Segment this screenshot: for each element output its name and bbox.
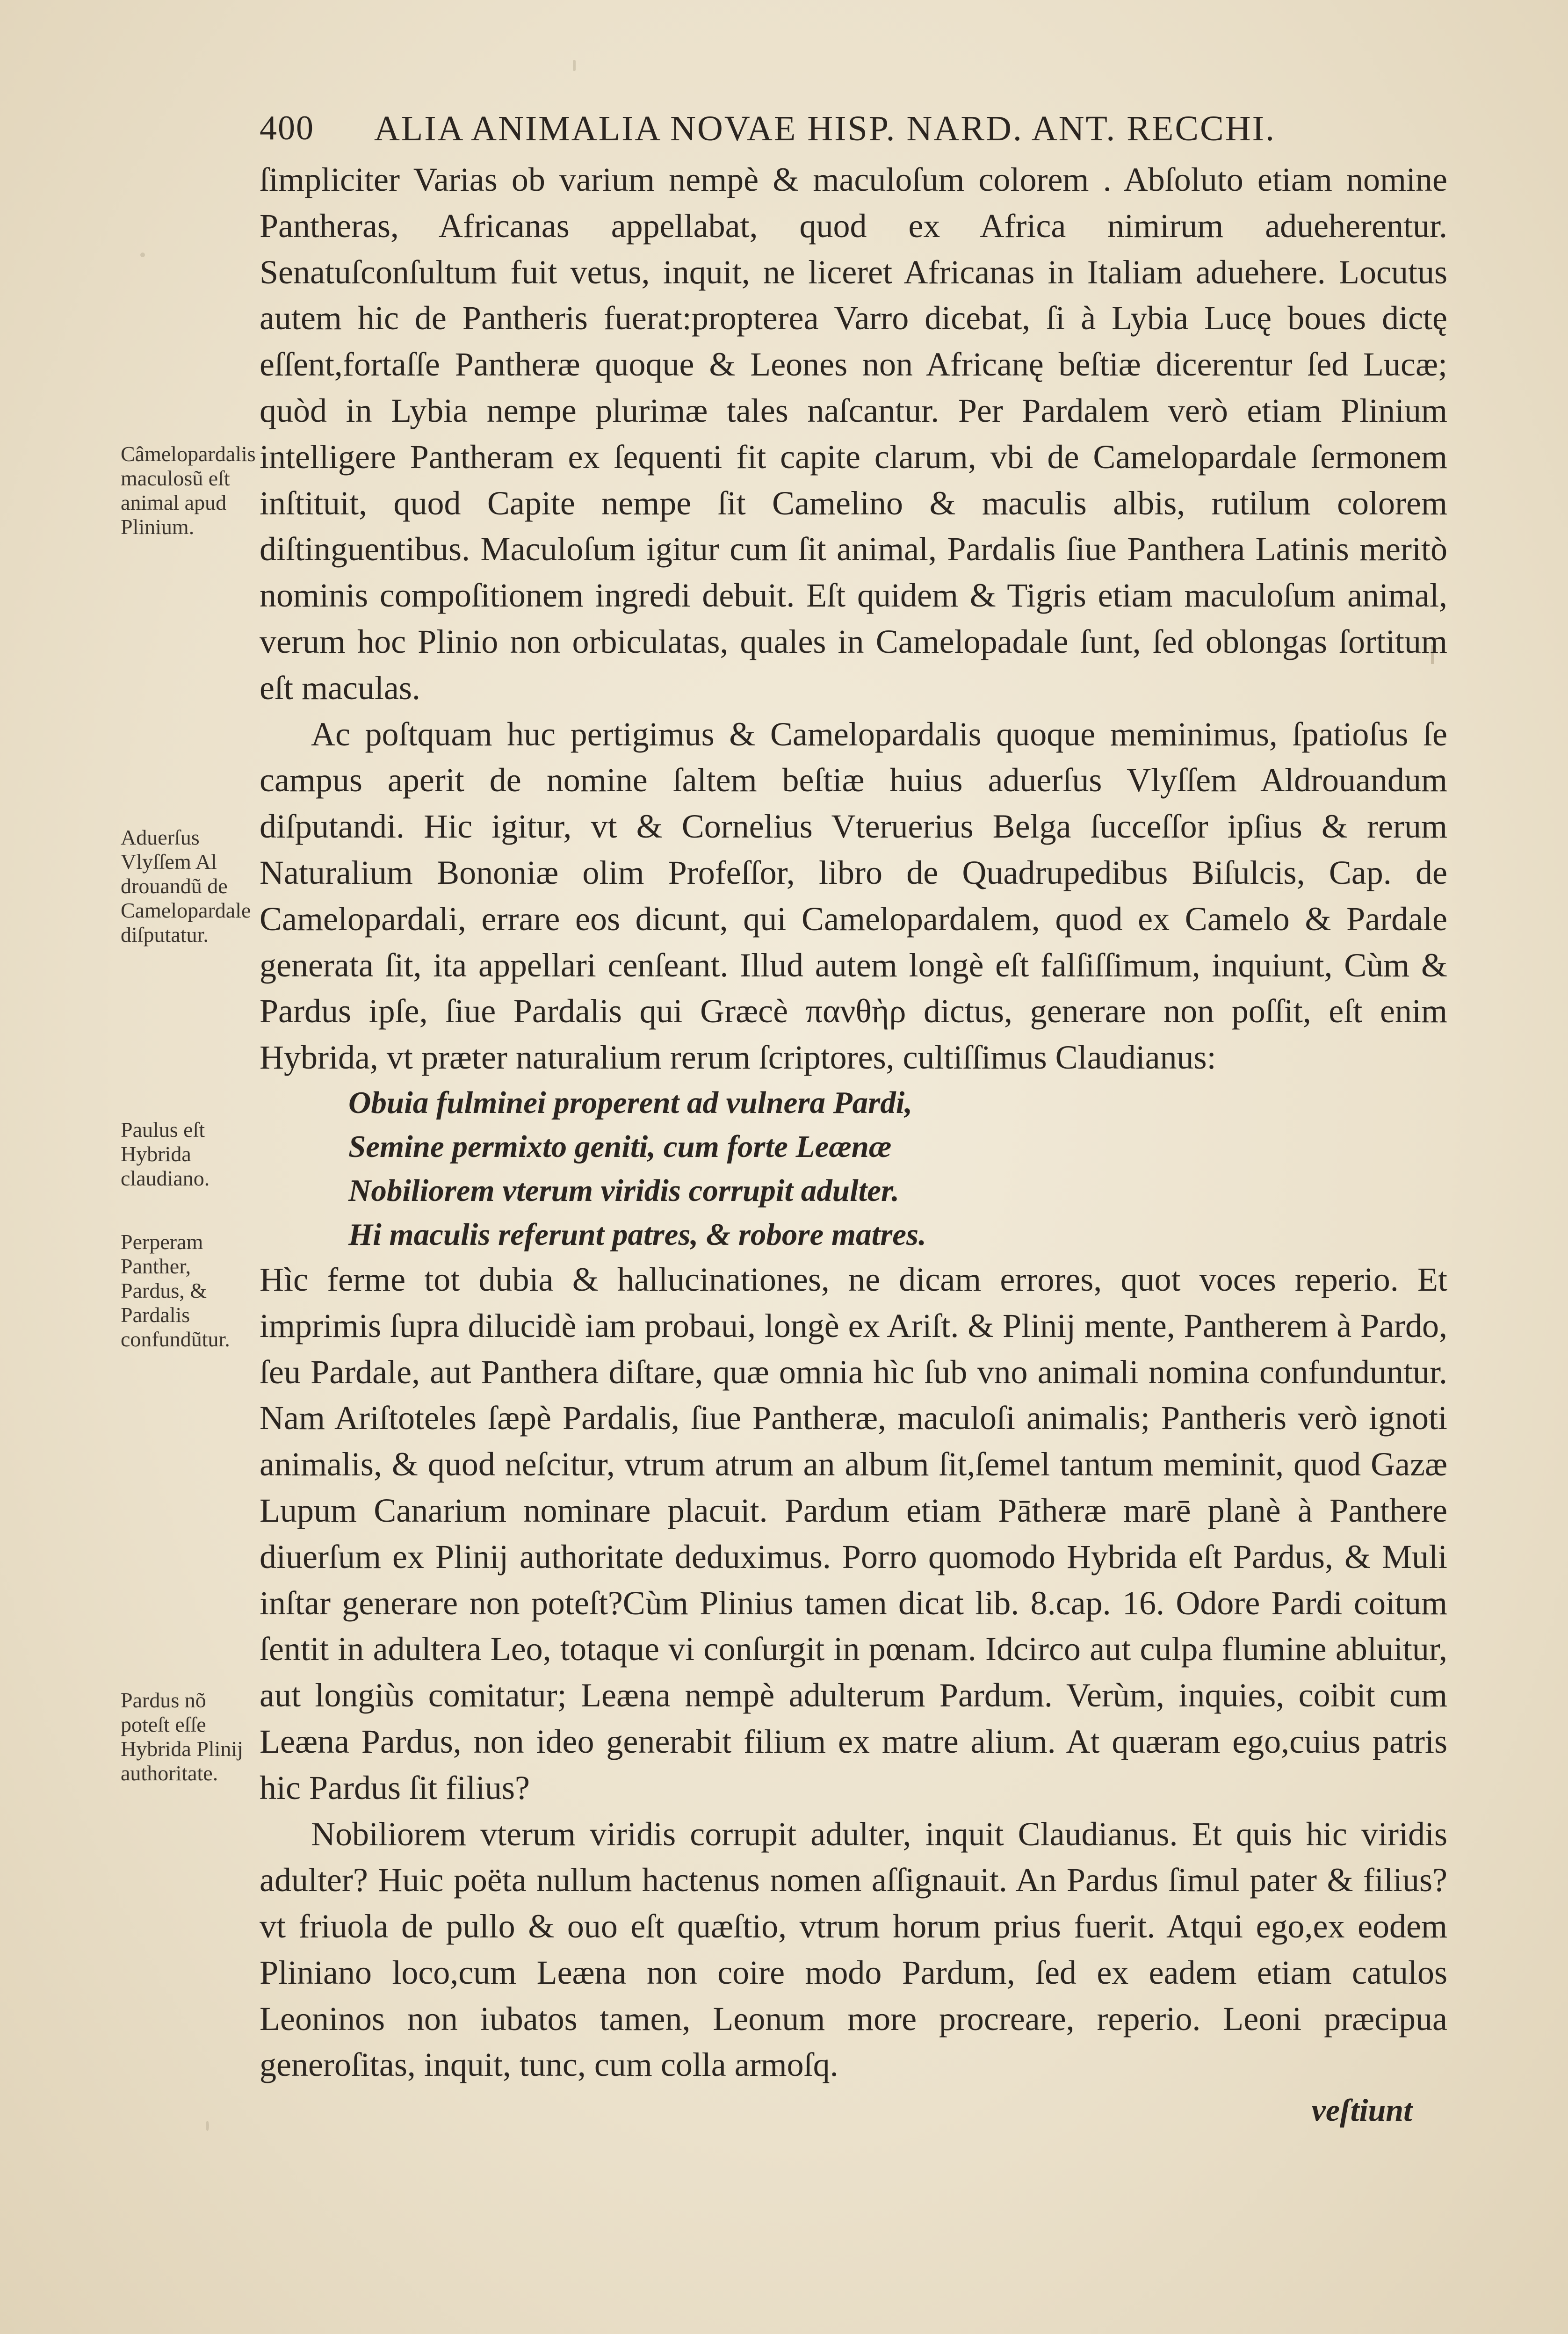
verse-line: Hi maculis referunt patres, & robore matres. [348, 1217, 926, 1252]
verse-line: Nobiliorem vterum viridis corrupit adulter. [348, 1173, 900, 1208]
margin-note-aldrovandus: Aduerſus Vlyſſem Al drouandũ de Camelopardale diſputatur. [121, 825, 251, 947]
verse-line: Semine permixto geniti, cum forte Leænæ [348, 1129, 892, 1164]
paragraph: Ac poſtquam huc pertigimus & Camelopardalis quoque meminimus, ſpatioſus ſe campus aperit de nomine ſaltem beſtiæ huius aduerſus Vlyſſem Aldrouandum diſputandi. Hic igitur, vt & Cornelius Vteruerius Belga ſucceſſor ipſius & rerum Naturalium Bononiæ olim Profeſſor, libro de Quadrupedibus Biſulcis, Cap. de Camelopardali, errare eos dicunt, qui Camelopardalem, quod ex Camelo & Pardale generata ſit, ita appellari cenſeant. Illud autem longè eſt falſiſſimum, inquiunt, Cùm & Pardus ipſe, ſiue Pardalis qui Græcè πανθὴρ dictus, generare non poſſit, eſt enim Hybrida, vt præter naturalium rerum ſcriptores, cultiſſimus Claudianus: [260, 715, 1447, 1077]
paper-speck [573, 60, 576, 71]
margin-note-hybrida: Paulus eſt Hybrida claudiano. [121, 1118, 210, 1190]
running-head: ALIA ANIMALIA NOVAE HISP. NARD. ANT. RECCHI. [374, 109, 1276, 148]
margin-note-pardus: Pardus nõ poteſt eſſe Hybrida Plinij authoritate. [121, 1688, 243, 1785]
page-number: 400 [260, 109, 314, 147]
paragraph: Hìc ferme tot dubia & hallucinationes, ne dicam errores, quot voces reperio. Et imprimis ſupra dilucidè iam probaui, longè ex Ariſt. & Plinij mente, Pantherem à Pardo, ſeu Pardale, aut Panthera diſtare, quæ omnia hìc ſub vno animali nomina confunduntur. Nam Ariſtoteles ſæpè Pardalis, ſiue Pantheræ, maculoſi animalis; Pantheris verò ignoti animalis, & quod neſcitur, vtrum atrum an album ſit,ſemel tantum meminit, quod Gazæ Lupum Canarium nominare placuit. Pardum etiam Pātheræ marē planè à Panthere diuerſum ex Plinij authoritate deduximus. Porro quomodo Hybrida eſt Pardus, & Muli inſtar generare non poteſt?Cùm Plinius tamen dicat lib. 8.cap. 16. Odore Pardi coitum ſentit in adultera Leo, totaque vi conſurgit in pœnam. Idcirco aut culpa flumine abluitur, aut longiùs comitatur; Leæna nempè adulterum Pardum. Verùm, inquies, coibit cum Leæna Pardus, non ideo generabit filium ex matre alium. At quæram ego,cuius patris hic Pardus ſit filius? [260, 1260, 1447, 1807]
margin-note-camelopardalis: Câmelopardalis maculosũ eſt animal apud Plinium. [121, 442, 256, 539]
main-text [260, 157, 1447, 2132]
paragraph: Nobiliorem vterum viridis corrupit adulter, inquit Claudianus. Et quis hic viridis adulter? Huic poëta nullum hactenus nomen aſſignauit. An Pardus ſimul pater & filius? vt friuola de pullo & ouo eſt quæſtio, vtrum horum prius fuerit. Atqui ego,ex eodem Pliniano loco,cum Leæna non coire modo Pardum, ſed ex eadem etiam catulos Leoninos non iubatos tamen, Leonum more procreare, reperio. Leoni præcipua generoſitas, inquit, tunc, cum colla armoſq. [260, 1815, 1447, 2084]
catchword: veſtiunt [1311, 2092, 1412, 2128]
paper-speck [206, 2121, 209, 2131]
paragraph: ſimpliciter Varias ob varium nempè & maculoſum colorem . Abſoluto etiam nomine Pantheras, Africanas appellabat, quod ex Africa nimirum adueherentur. Senatuſconſultum fuit vetus, inquit, ne liceret Africanas in Italiam aduehere. Locutus autem hic de Pantheris fuerat:propterea Varro dicebat, ſi à Lybia Lucę boues dictę eſſent,fortaſſe Pantheræ quoque & Leones non Africanę beſtiæ dicerentur ſed Lucæ; quòd in Lybia nempe plurimæ tales naſcantur. Per Pardalem verò etiam Plinium intelligere Pantheram ex ſequenti fit capite clarum, vbi de Camelopardale ſermonem inſtituit, quod Capite nempe ſit Camelino & maculis albis, rutilum colorem diſtinguentibus. Maculoſum igitur cum ſit animal, Pardalis ſiue Panthera Latinis meritò nominis compoſitionem ingredi debuit. Eſt quidem & Tigris etiam maculoſum animal, verum hoc Plinio non orbiculatas, quales in Camelopadale ſunt, ſed oblongas ſortitum eſt maculas. [260, 161, 1447, 707]
verse-line: Obuia fulminei properent ad vulnera Pardi, [348, 1085, 913, 1120]
page-header [260, 104, 1443, 151]
paper-speck [140, 253, 145, 257]
margin-note-perperam: Perperam Panther, Pardus, & Pardalis confundũtur. [121, 1230, 230, 1351]
